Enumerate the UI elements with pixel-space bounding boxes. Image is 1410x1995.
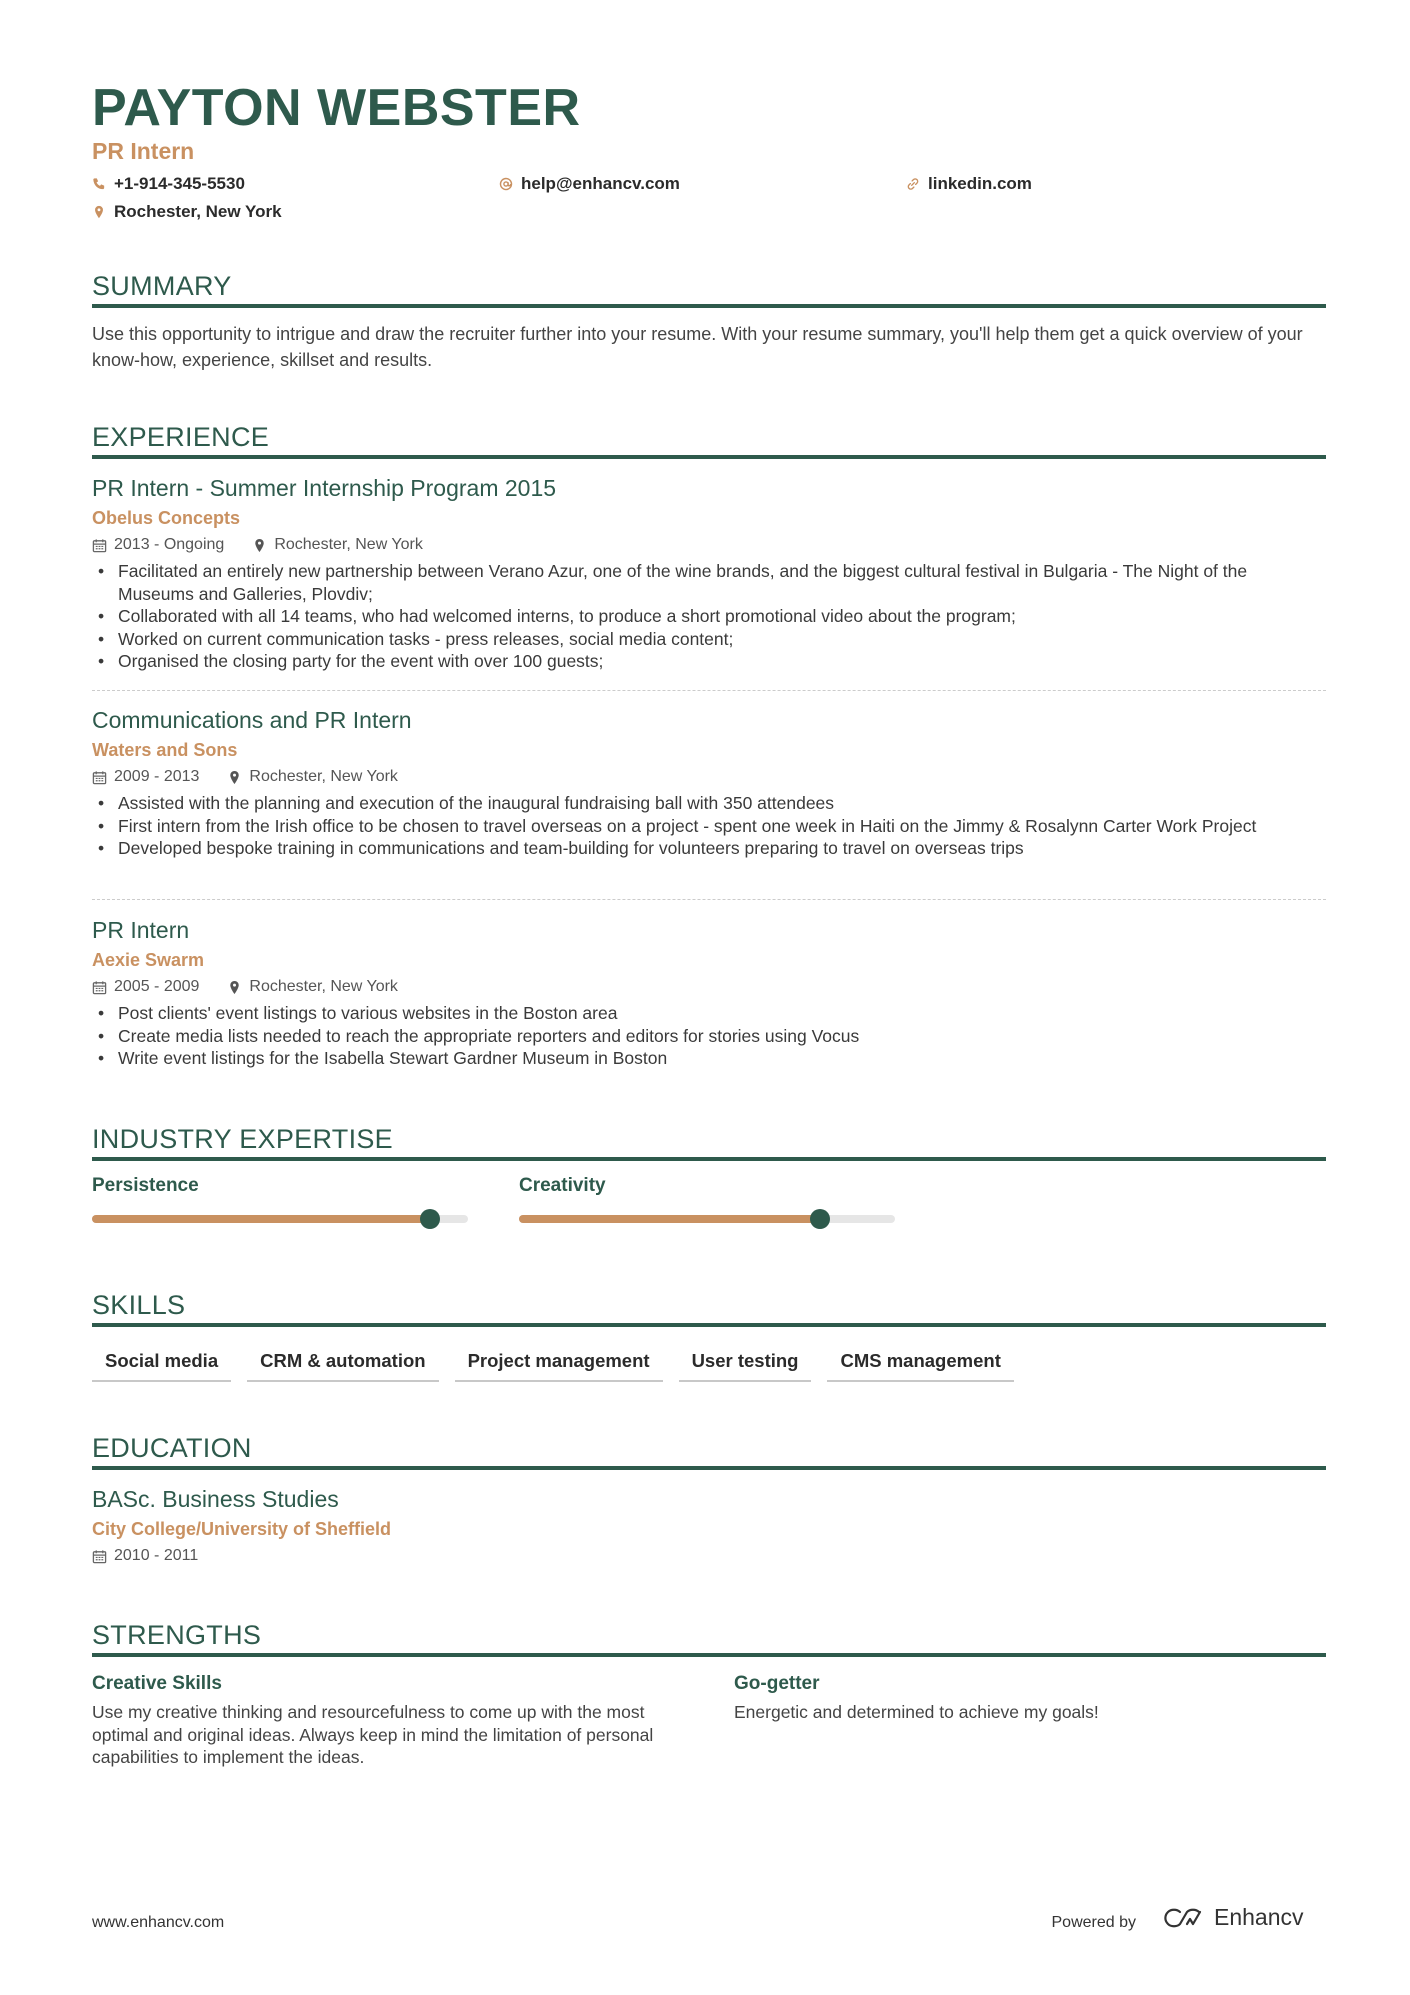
job-bullet: • Write event listings for the Isabella Stewart Gardner Museum in Boston — [92, 1047, 1326, 1070]
education-dates — [92, 1545, 198, 1567]
job-company: Obelus Concepts — [92, 508, 241, 528]
contact-location — [92, 202, 282, 222]
strengths-heading — [92, 1620, 1326, 1657]
candidate-name: PAYTON WEBSTER — [92, 79, 581, 137]
enhancv-logo-text: Enhancv — [1214, 1904, 1304, 1930]
expertise-heading — [92, 1124, 1326, 1161]
job-dates-text: 2005 - 2009 — [114, 978, 200, 995]
calendar-icon — [92, 1549, 107, 1564]
strength-text: Energetic and determined to achieve my goals! — [734, 1702, 1099, 1722]
contact-email[interactable] — [499, 174, 680, 194]
job-entry — [92, 705, 1326, 860]
job-bullets — [92, 1002, 1326, 1070]
link-icon — [906, 177, 920, 191]
resume-page — [92, 0, 1326, 1995]
job-meta — [92, 766, 1326, 788]
job-title: PR Intern — [92, 917, 190, 943]
enhancv-logo[interactable] — [1160, 1904, 1304, 1931]
expertise-label: Persistence — [92, 1175, 199, 1196]
expertise-knob — [420, 1209, 440, 1229]
job-bullets — [92, 560, 1326, 673]
skill-tag: Social media — [92, 1350, 231, 1382]
job-bullet: • Organised the closing party for the event with over 100 guests; — [92, 650, 1326, 673]
strength-title: Go-getter — [734, 1673, 820, 1694]
experience-heading — [92, 422, 1326, 459]
job-location-text: Rochester, New York — [274, 536, 423, 553]
skill-tag: CMS management — [827, 1350, 1013, 1382]
job-company: Aexie Swarm — [92, 950, 205, 970]
skills-heading — [92, 1290, 1326, 1327]
job-bullet: • Assisted with the planning and execution of the inaugural fundraising ball with 350 attendees — [92, 792, 1326, 815]
expertise-knob — [810, 1209, 830, 1229]
skills-list — [92, 1350, 1014, 1382]
expertise-label: Creativity — [519, 1175, 606, 1196]
education-degree: BASc. Business Studies — [92, 1486, 339, 1512]
phone-icon — [92, 177, 106, 191]
footer-url[interactable]: www.enhancv.com — [92, 1914, 225, 1931]
skill-tag: CRM & automation — [247, 1350, 438, 1382]
job-location — [227, 766, 398, 788]
skills-heading-text: SKILLS — [92, 1290, 186, 1320]
job-location-text: Rochester, New York — [249, 978, 398, 995]
job-location-text: Rochester, New York — [249, 768, 398, 785]
calendar-icon — [92, 980, 107, 995]
summary-heading — [92, 271, 1326, 308]
expertise-fill — [519, 1215, 820, 1223]
job-bullet: • Developed bespoke training in communications and team-building for volunteers preparing to travel on overseas trips — [92, 837, 1326, 860]
skill-tag: User testing — [679, 1350, 812, 1382]
at-icon — [499, 177, 513, 191]
job-entry — [92, 915, 1326, 1070]
summary-heading-text: SUMMARY — [92, 271, 232, 301]
expertise-item — [519, 1175, 895, 1197]
job-bullet: • Facilitated an entirely new partnership between Verano Azur, one of the wine brands, and the biggest cultural festival in Bulgaria - The Night of the Museums and Galleries, Plovdiv; — [92, 560, 1326, 605]
education-entry — [92, 1484, 1326, 1567]
strengths-heading-text: STRENGTHS — [92, 1620, 262, 1650]
job-meta — [92, 976, 1326, 998]
job-bullets — [92, 792, 1326, 860]
job-title: PR Intern - Summer Internship Program 2015 — [92, 475, 557, 501]
job-divider — [92, 690, 1326, 691]
summary-text: Use this opportunity to intrigue and draw the recruiter further into your resume. With your resume summary, you'll help them get a quick overview of your know-how, experience, skillset and results. — [92, 324, 1303, 370]
job-location — [252, 534, 423, 556]
location-text: Rochester, New York — [114, 202, 282, 221]
job-dates-text: 2009 - 2013 — [114, 768, 200, 785]
candidate-role: PR Intern — [92, 138, 195, 164]
strength-item — [92, 1673, 692, 1769]
job-entry — [92, 473, 1326, 673]
job-title: Communications and PR Intern — [92, 707, 412, 733]
expertise-heading-text: INDUSTRY EXPERTISE — [92, 1124, 393, 1154]
strength-text: Use my creative thinking and resourcefulness to come up with the most optimal and original ideas. Always keep in mind the limitation of personal capabilities to implement the ideas. — [92, 1702, 654, 1767]
strength-item — [734, 1673, 1334, 1724]
job-dates — [92, 976, 199, 998]
job-bullet: • Create media lists needed to reach the appropriate reporters and editors for stories using Vocus — [92, 1025, 1326, 1048]
phone-text: +1-914-345-5530 — [114, 174, 245, 193]
education-dates-text: 2010 - 2011 — [114, 1547, 199, 1564]
education-meta — [92, 1545, 1326, 1567]
education-heading — [92, 1433, 1326, 1470]
location-pin-icon — [227, 980, 242, 995]
job-bullet: • Collaborated with all 14 teams, who had welcomed interns, to produce a short promotional video about the program; — [92, 605, 1326, 628]
education-heading-text: EDUCATION — [92, 1433, 252, 1463]
location-pin-icon — [227, 770, 242, 785]
education-school: City College/University of Sheffield — [92, 1519, 392, 1539]
strength-title: Creative Skills — [92, 1673, 222, 1694]
expertise-track — [92, 1215, 468, 1223]
calendar-icon — [92, 770, 107, 785]
contact-phone[interactable] — [92, 174, 245, 194]
footer-powered-by: Powered by — [1051, 1914, 1136, 1931]
experience-heading-text: EXPERIENCE — [92, 422, 270, 452]
job-dates-text: 2013 - Ongoing — [114, 536, 225, 553]
job-dates — [92, 766, 199, 788]
skill-tag: Project management — [455, 1350, 663, 1382]
job-dates — [92, 534, 224, 556]
link-text: linkedin.com — [928, 174, 1032, 193]
email-text: help@enhancv.com — [521, 174, 680, 193]
expertise-item — [92, 1175, 468, 1197]
expertise-fill — [92, 1215, 430, 1223]
expertise-track — [519, 1215, 895, 1223]
job-company: Waters and Sons — [92, 740, 238, 760]
location-pin-icon — [92, 205, 106, 219]
contact-link[interactable] — [906, 174, 1032, 194]
enhancv-logo-icon — [1160, 1906, 1206, 1930]
location-pin-icon — [252, 538, 267, 553]
job-meta — [92, 534, 1326, 556]
job-location — [227, 976, 398, 998]
job-bullet: • First intern from the Irish office to be chosen to travel overseas on a project - spent one week in Haiti on the Jimmy & Rosalynn Carter Work Project — [92, 815, 1326, 838]
job-divider — [92, 899, 1326, 900]
job-bullet: • Worked on current communication tasks - press releases, social media content; — [92, 628, 1326, 651]
job-bullet: • Post clients' event listings to various websites in the Boston area — [92, 1002, 1326, 1025]
calendar-icon — [92, 538, 107, 553]
